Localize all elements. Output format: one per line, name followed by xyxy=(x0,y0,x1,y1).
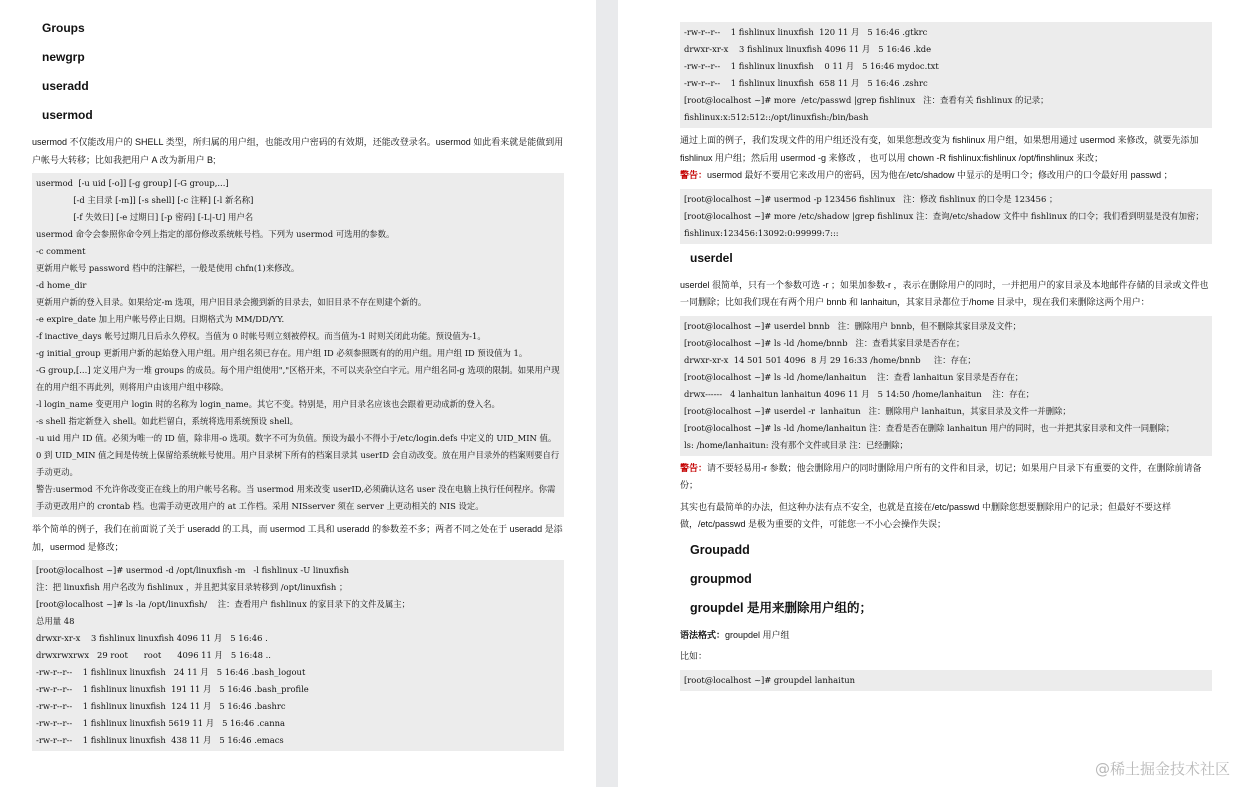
code-line: [-f 失效日] [-e 过期日] [-p 密码] [-L|-U] 用户名 xyxy=(36,212,254,222)
code-line: ls: /home/lanhaitun: 没有那个文件或目录 注：已经删除； xyxy=(684,439,908,450)
code-line: [root@localhost ~]# groupdel lanhaitun xyxy=(684,674,856,685)
code-line: [root@localhost ~]# ls -ld /home/bnnb 注：查看其家目录是否存在； xyxy=(684,337,965,348)
code-line: [root@localhost ~]# more /etc/passwd |grep fishlinux 注：查看有关 fishlinux 的记录； xyxy=(684,95,1049,105)
ls-continued-box xyxy=(680,22,1212,128)
code-line: [root@localhost ~]# more /etc/shadow |grep fishlinux 注：查询/etc/shadow 文件中 fishlinux 的口令；我们看到明显是没有加密； xyxy=(684,210,1204,221)
code-line: [root@localhost ~]# userdel -r lanhaitun 注：删除用户 lanhaitun，其家目录及文件一并删除； xyxy=(684,405,1071,416)
code-line: drwxr-xr-x 3 fishlinux linuxfish 4096 11 月 5 16:46 . xyxy=(36,633,268,643)
passwd-edit-paragraph: 其实也有最简单的办法，但这种办法有点不安全，也就是直接在/etc/passwd 中删除您想要删除用户的记录；但最好不要这样做，/etc/passwd 是极为重要的文件，可能您一不小心会操作失误； xyxy=(680,501,1172,529)
heading-usermod: usermod xyxy=(42,108,93,122)
heading-useradd: useradd xyxy=(42,79,89,93)
code-line: [-d 主目录 [-m]] [-s shell] [-c 注释] [-l 新名称] xyxy=(36,195,254,205)
group-change-paragraph: 通过上面的例子，我们发现文件的用户组还没有变，如果您想改变为 fishlinux 用户组，如果想用通过 usermod 来修改，就要先添加 fishlinux 用户组；然后用 usermod -g 来修改 ， 也可以用 chown -R fishlinux:fishlinux /opt/finshlinux 来改； xyxy=(680,135,1199,163)
code-line: -rw-r--r-- 1 fishlinux linuxfish 438 11 月 5 16:46 .emacs xyxy=(36,735,284,745)
code-line: fishlinux:123456:13092:0:99999:7::: xyxy=(684,227,839,238)
code-line: fishlinux:x:512:512::/opt/linuxfish:/bin/bash xyxy=(684,112,869,122)
passwd-example-box xyxy=(680,189,1212,244)
code-line: -rw-r--r-- 1 fishlinux linuxfish 120 11 月 5 16:46 .gtkrc xyxy=(684,27,928,37)
code-line: 总用量 48 xyxy=(36,616,75,626)
code-line: [root@localhost ~]# usermod -d /opt/linuxfish -m -l fishlinux -U linuxfish xyxy=(36,565,350,575)
code-line: usermod 命令会参照你命令列上指定的部份修改系统帐号档。下列为 usermod 可选用的参数。 xyxy=(36,229,395,239)
code-line: -rw-r--r-- 1 fishlinux linuxfish 24 11 月 5 16:46 .bash_logout xyxy=(36,667,306,677)
userdel-paragraph: userdel 很简单，只有一个参数可选 -r ；如果加参数-r ，表示在删除用户的同时，一并把用户的家目录及本地邮件存储的目录或文件也一同删除；比如我们现在有两个用户 bnnb 和 lanhaitun，其家目录都位于/home 目录中，现在我们来删除这两个用户： xyxy=(680,279,1209,307)
warning-text: usermod 最好不要用它来改用户的密码，因为他在/etc/shadow 中显示的是明口令；修改用户的口令最好用 passwd ； xyxy=(707,170,1173,180)
code-line: [root@localhost ~]# userdel bnnb 注：删除用户 bnnb，但不删除其家目录及文件； xyxy=(684,320,1022,331)
code-line: -g initial_group 更新用户新的起始登入用户组。用户组名须已存在。用户组 ID 必须参照既有的的用户组。用户组 ID 预设值为 1。 xyxy=(36,348,528,358)
code-line: [root@localhost ~]# ls -ld /home/lanhaitun 注：查看是否在删除 lanhaitun 用户的同时，也一并把其家目录和文件一同删除； xyxy=(684,422,1175,433)
usermod-syntax-box xyxy=(32,173,564,517)
code-line: drwxr-xr-x 14 501 501 4096 8 月 29 16:33 /home/bnnb 注：存在； xyxy=(684,354,976,365)
usermod-intro: usermod 不仅能改用户的 SHELL 类型，所归属的用户组，也能改用户密码的有效期，还能改登录名。usermod 如此看来就是能做到用户帐号大转移；比如我把用户 A 改为新用户 B; xyxy=(32,137,564,165)
example-label: 比如： xyxy=(680,651,708,661)
code-line: -e expire_date 加上用户帐号停止日期。日期格式为 MM/DD/YY. xyxy=(36,314,285,324)
code-line: -d home_dir xyxy=(36,280,87,290)
heading-newgrp: newgrp xyxy=(42,50,85,64)
usermod-example-box xyxy=(32,560,564,751)
code-line: 更新用户帐号 password 档中的注解栏，一般是使用 chfn(1)来修改。 xyxy=(36,263,300,273)
usermod-example-intro: 举个简单的例子，我们在前面说了关于 useradd 的工具，而 usermod 工具和 useradd 的参数差不多；两者不同之处在于 useradd 是添加，usermod 是修改； xyxy=(32,524,563,552)
code-line: -rw-r--r-- 1 fishlinux linuxfish 124 11 月 5 16:46 .bashrc xyxy=(36,701,286,711)
code-line: drwxrwxrwx 29 root root 4096 11 月 5 16:48 .. xyxy=(36,650,271,660)
heading-userdel: userdel xyxy=(690,250,733,265)
code-line: -l login_name 变更用户 login 时的名称为 login_name。其它不变。特别是，用户目录名应该也会跟着更动成新的登入名。 xyxy=(36,399,500,409)
code-line: -rw-r--r-- 1 fishlinux linuxfish 0 11 月 5 16:46 mydoc.txt xyxy=(684,61,939,71)
code-line: 注：把 linuxfish 用户名改为 fishlinux ，并且把其家目录转移到 /opt/linuxfish ； xyxy=(36,582,348,592)
heading-groups: Groups xyxy=(42,21,85,35)
syntax-line xyxy=(680,627,1212,645)
code-line: [root@localhost ~]# ls -la /opt/linuxfish/ 注：查看用户 fishlinux 的家目录下的文件及属主； xyxy=(36,599,410,609)
heading-groupdel: groupdel 是用来删除用户组的； xyxy=(690,600,872,615)
watermark: @稀土掘金技术社区 xyxy=(1094,760,1230,778)
heading-groupmod: groupmod xyxy=(690,571,752,586)
warning-label: 警告： xyxy=(680,170,708,180)
code-line: -G group,[...] 定义用户为一堆 groups 的成员。每个用户组使用","区格开来，不可以夹杂空白字元。用户组名同-g 选项的限制。如果用户现在的用户组不再此列，则将用户由该用户组中移除。 xyxy=(36,365,560,392)
syntax-label: 语法格式： xyxy=(680,629,726,640)
code-line: drwx------ 4 lanhaitun lanhaitun 4096 11 月 5 14:50 /home/lanhaitun 注：存在； xyxy=(684,388,1035,399)
code-line: [root@localhost ~]# ls -ld /home/lanhaitun 注：查看 lanhaitun 家目录是否存在； xyxy=(684,371,1024,382)
code-line: [root@localhost ~]# usermod -p 123456 fishlinux 注：修改 fishlinux 的口令是 123456 ； xyxy=(684,193,1058,204)
code-line: usermod [-u uid [-o]] [-g group] [-G group,...] xyxy=(36,178,229,188)
code-line: 更新用户新的登入目录。如果给定-m 选项，用户旧目录会搬到新的目录去，如旧目录不存在则建个新的。 xyxy=(36,297,427,307)
code-line: -rw-r--r-- 1 fishlinux linuxfish 658 11 月 5 16:46 .zshrc xyxy=(684,78,928,88)
code-line: -s shell 指定新登入 shell。如此栏留白，系统将选用系统预设 shell。 xyxy=(36,416,299,426)
userdel-example-box xyxy=(680,316,1212,456)
warning-text: 请不要轻易用-r 参数；他会删除用户的同时删除用户所有的文件和目录，切记；如果用户目录下有重要的文件，在删除前请备份； xyxy=(680,462,1202,490)
code-line: -c comment xyxy=(36,246,86,256)
warning-passwd xyxy=(680,167,1212,185)
left-page xyxy=(0,0,596,787)
heading-groupadd: Groupadd xyxy=(690,542,750,557)
groupdel-example-box xyxy=(680,670,1212,691)
warning-r-flag xyxy=(680,460,1212,495)
warning-label: 警告： xyxy=(680,462,708,473)
code-line: drwxr-xr-x 3 fishlinux linuxfish 4096 11 月 5 16:46 .kde xyxy=(684,44,932,54)
right-page xyxy=(618,0,1240,787)
code-line: 警告:usermod 不允许你改变正在线上的用户帐号名称。当 usermod 用来改变 userID,必须确认这名 user 没在电脑上执行任何程序。你需手动更改用户的 crontab 档。也需手动更改用户的 at 工作档。采用 NISserver 须在 server 上更动相关的 NIS 设定。 xyxy=(36,484,556,511)
code-line: -f inactive_days 帐号过期几日后永久停权。当值为 0 时帐号则立刻被停权。而当值为-1 时则关闭此功能。预设值为-1。 xyxy=(36,331,486,341)
code-line: -u uid 用户 ID 值。必须为唯一的 ID 值，除非用-o 选项。数字不可为负值。预设为最小不得小于/etc/login.defs 中定义的 UID_MIN 值。0 到 UID_MIN 值之间是传统上保留给系统帐号使用。用户目录树下所有的档案目录其 userID 会自动改变。放在用户目录外的档案则要自行手动更动。 xyxy=(36,433,560,477)
syntax-text: groupdel 用户组 xyxy=(725,629,790,640)
code-line: -rw-r--r-- 1 fishlinux linuxfish 5619 11 月 5 16:46 .canna xyxy=(36,718,285,728)
code-line: -rw-r--r-- 1 fishlinux linuxfish 191 11 月 5 16:46 .bash_profile xyxy=(36,684,309,694)
